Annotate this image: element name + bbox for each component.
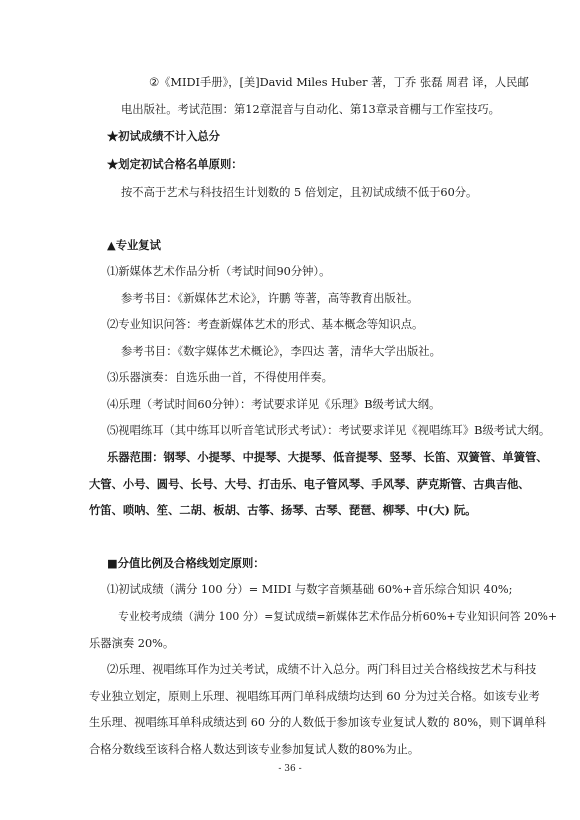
retest-item-2-reference: 参考书目：《数字媒体艺术概论》，李四达 著，清华大学出版社。 xyxy=(121,345,441,358)
score-ratio-item-1-end: 乐器演奏 20%。 xyxy=(89,637,175,650)
score-ratio-item-1: ⑴初试成绩（满分 100 分）= MIDI 与数字音频基础 60%+音乐综合知识 40%; xyxy=(107,583,513,596)
score-ratio-item-1-cont: 专业校考成绩（满分 100 分）=复试成绩=新媒体艺术作品分析60%+专业知识问答 20%+ xyxy=(118,610,557,623)
instrument-range-line3: 竹笛、唢呐、笙、二胡、板胡、古筝、扬琴、古琴、琵琶、柳琴、中(大) 阮。 xyxy=(89,503,477,517)
retest-item-4: ⑷乐理（考试时间60分钟）：考试要求详见《乐理》B级考试大纲。 xyxy=(107,398,441,411)
book-ref-midi-line2: 电出版社。考试范围：第12章混音与自动化、第13章录音棚与工作室技巧。 xyxy=(121,103,500,116)
instrument-range-line2: 大管、小号、圆号、长号、大号、打击乐、电子管风琴、手风琴、萨克斯管、古典吉他、 xyxy=(89,477,530,491)
note-score-not-counted: ★初试成绩不计入总分 xyxy=(107,129,220,143)
book-ref-midi-line1: ②《MIDI手册》，[美]David Miles Huber 著，丁乔 张磊 周君 译，人民邮 xyxy=(149,76,529,89)
retest-item-1-reference: 参考书目：《新媒体艺术论》，许鹏 等著，高等教育出版社。 xyxy=(121,292,419,305)
retest-item-1: ⑴新媒体艺术作品分析（考试时间90分钟）。 xyxy=(107,265,331,278)
retest-item-3: ⑶乐器演奏：自选乐曲一首，不得使用伴奏。 xyxy=(107,371,333,384)
score-ratio-item-2-line1: ⑵乐理、视唱练耳作为过关考试，成绩不计入总分。两门科目过关合格线按艺术与科技 xyxy=(107,663,537,676)
note-qualify-principle-heading: ★划定初试合格名单原则： xyxy=(107,157,243,171)
retest-item-2: ⑵专业知识问答：考查新媒体艺术的形式、基本概念等知识点。 xyxy=(107,318,424,331)
score-ratio-item-2-line2: 专业独立划定，原则上乐理、视唱练耳两门单科成绩均达到 60 分为过关合格。如该专业考 xyxy=(89,690,540,703)
section-heading-score-ratio: ■分值比例及合格线划定原则： xyxy=(107,556,265,570)
score-ratio-item-2-line3: 生乐理、视唱练耳单科成绩达到 60 分的人数低于参加该专业复试人数的 80%，则下调单科 xyxy=(89,716,546,729)
section-heading-retest: ▲专业复试 xyxy=(107,238,161,252)
page-number: - 36 - xyxy=(278,764,302,774)
score-ratio-item-2-line4: 合格分数线至该科合格人数达到该专业参加复试人数的80%为止。 xyxy=(89,743,420,756)
qualify-principle-text: 按不高于艺术与科技招生计划数的 5 倍划定，且初试成绩不低于60分。 xyxy=(121,186,478,199)
instrument-range-line1: 乐器范围：钢琴、小提琴、中提琴、大提琴、低音提琴、竖琴、长笛、双簧管、单簧管、 xyxy=(107,450,548,464)
retest-item-5: ⑸视唱练耳（其中练耳以听音笔试形式考试）：考试要求详见《视唱练耳》B级考试大纲。 xyxy=(107,424,551,437)
